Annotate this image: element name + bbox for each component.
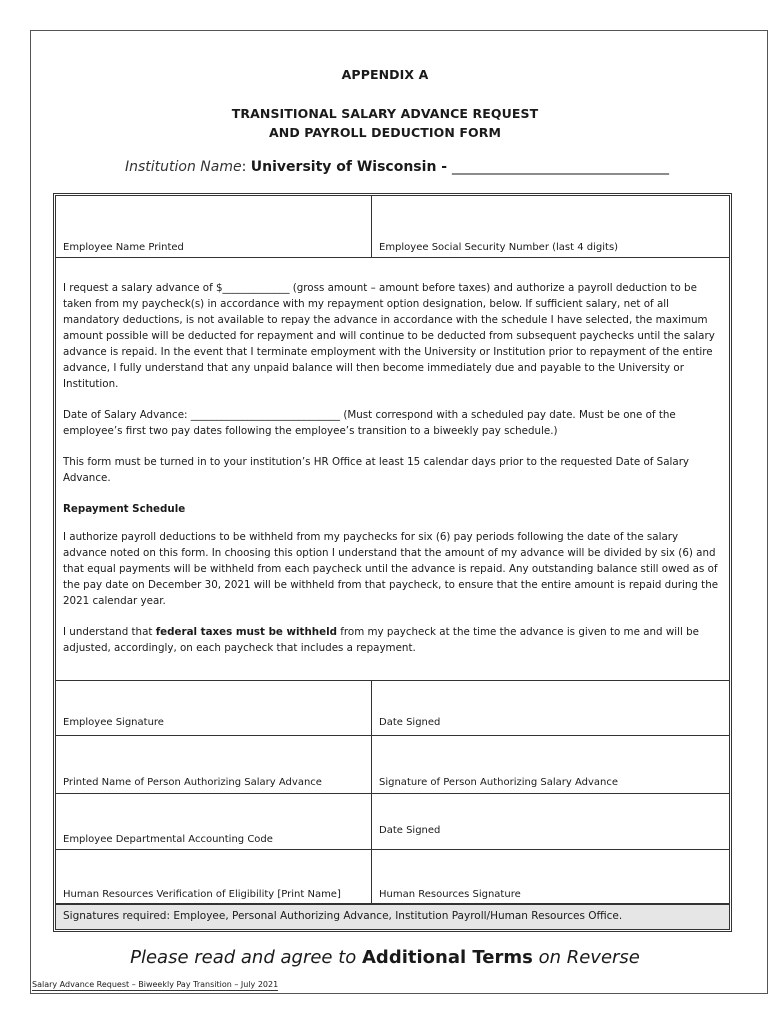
signatures-required-note: Signatures required: Employee, Personal Authorizing Advance, Institution Payroll/Human Resources Office. [55,904,730,930]
page-footer: Salary Advance Request – Biweekly Pay Transition – July 2021 [32,980,279,989]
deadline-paragraph: This form must be turned in to your institution’s HR Office at least 15 calendar days prior to the requested Date of Salary Advance. [63,456,690,484]
institution-name-field[interactable]: _______________________________ [451,159,669,175]
hr-row [55,850,730,904]
date-signed-label: Date Signed [379,717,441,728]
form-title-line2: AND PAYROLL DEDUCTION FORM [268,125,501,140]
accounting-code-label: Employee Departmental Accounting Code [63,834,273,845]
form-title-line1: TRANSITIONAL SALARY ADVANCE REQUEST [231,106,539,121]
notice-part1: Please read and agree to [130,947,362,968]
hr-verification-label: Human Resources Verification of Eligibility [Print Name] [63,889,341,900]
employee-name-field[interactable] [55,195,372,258]
authorizer-signature-field[interactable] [372,736,730,794]
additional-terms-notice [0,947,770,968]
repayment-paragraph: I authorize payroll deductions to be withheld from my paychecks for six (6) pay periods following the date of the salary advance noted on this form. In choosing this option I understand that the amount of my advance will be divided by six (6) and that equal payments will be withheld from each paycheck until the advance is repaid. Any outstanding balance still owed as of the pay date on December 30, 2021 will be withheld from that paycheck, to ensure that the entire amount is repaid during the 2021 calendar year. [63,531,719,607]
authorizer-name-field[interactable] [55,736,372,794]
employee-signature-field[interactable] [55,680,372,736]
authorizer-name-label: Printed Name of Person Authorizing Salary Advance [63,777,322,788]
employee-signature-label: Employee Signature [63,717,164,728]
hr-signature-label: Human Resources Signature [379,889,521,900]
request-body [55,258,730,680]
accounting-code-field[interactable] [55,794,372,850]
employee-info-row [55,195,730,258]
institution-label: Institution Name [125,159,242,175]
hr-verification-field[interactable] [55,850,372,904]
appendix-heading: APPENDIX A [341,67,429,82]
hr-signature-field[interactable] [372,850,730,904]
request-paragraph: I request a salary advance of $_____________ (gross amount – amount before taxes) and authorize a payroll deduction to be taken from my paycheck(s) in accordance with my repayment option designation, below. If sufficient salary, net of all mandatory deductions, is not available to repay the advance in accordance with the schedule I have selected, the maximum amount possible will be deducted for repayment and will continue to be deducted from subsequent paychecks until the salary advance is repaid. In the event that I terminate employment with the University or Institution prior to repayment of the entire advance, I fully understand that any unpaid balance will then become immediately due and payable to the University or Institution. [63,282,715,390]
date-signed-field[interactable] [372,680,730,736]
notice-part2: Additional Terms [362,947,533,968]
authorizer-signature-label: Signature of Person Authorizing Salary Advance [379,777,618,788]
repayment-heading: Repayment Schedule [63,503,186,515]
employee-ssn-label: Employee Social Security Number (last 4 digits) [379,242,619,253]
institution-line [125,159,669,175]
employee-name-label: Employee Name Printed [63,242,184,253]
tax-prefix: I understand that [63,626,156,638]
notice-part3: on Reverse [532,947,640,968]
advance-date-paragraph: Date of Salary Advance: _____________________________ (Must correspond with a scheduled pay date. Must be one of the employee’s first two pay dates following the employee’s transition to a biweekly pay schedule.) [63,409,676,437]
accounting-row [55,794,730,850]
institution-colon: : [241,159,251,175]
tax-suffix: from my paycheck at the time the advance is given to me and will be adjusted, accordingly, on each paycheck that includes a repayment. [63,626,699,654]
tax-paragraph [63,624,721,656]
employee-ssn-field[interactable] [372,195,730,258]
authorizer-row [55,736,730,794]
employee-signature-row [55,680,730,736]
institution-value: University of Wisconsin - [250,159,452,175]
date-signed-2-field[interactable] [372,794,730,850]
tax-bold: federal taxes must be withheld [155,626,338,638]
date-signed-2-label: Date Signed [379,825,441,836]
